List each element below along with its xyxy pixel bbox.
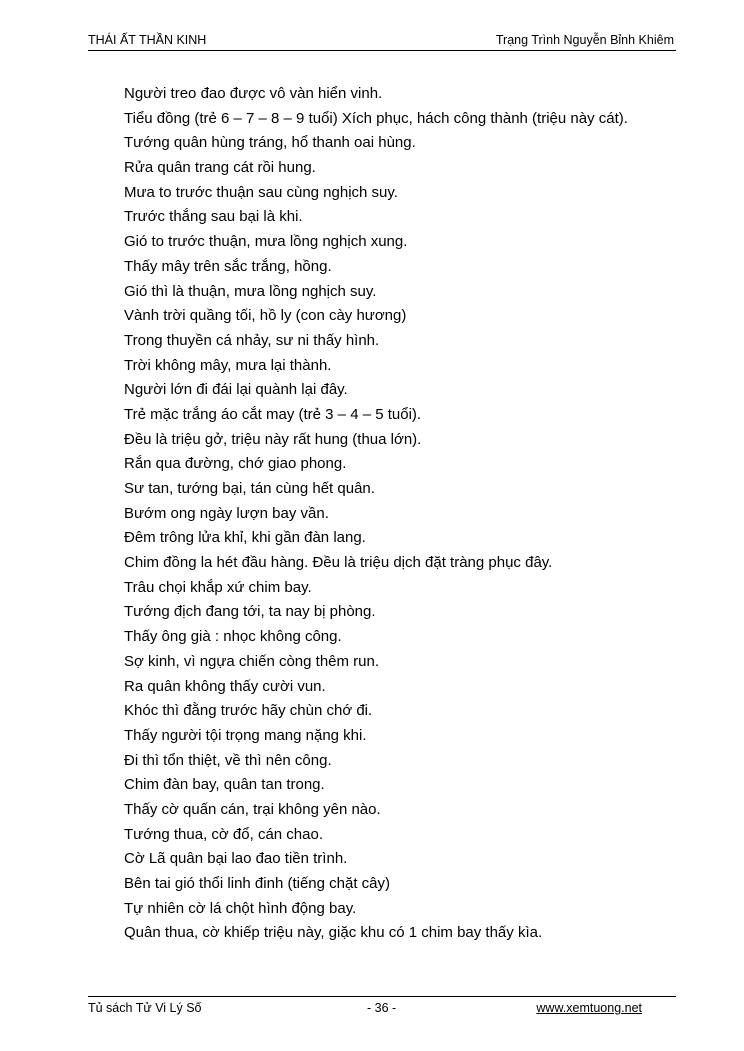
- text-line: Trâu chọi khắp xứ chim bay.: [124, 578, 312, 596]
- header-author: Trạng Trình Nguyễn Bỉnh Khiêm: [495, 33, 674, 47]
- text-line: Gió to trước thuận, mưa lồng nghịch xung.: [124, 233, 408, 251]
- text-line: Người lớn đi đái lại quành lại đây.: [124, 381, 348, 399]
- text-line: Tướng địch đang tới, ta nay bị phòng.: [124, 603, 376, 621]
- text-line: Tiểu đồng (trẻ 6 – 7 – 8 – 9 tuổi) Xích phục, hách công thành (triệu này cát).: [124, 109, 628, 127]
- text-line: Sợ kinh, vì ngựa chiến còng thêm run.: [124, 652, 380, 670]
- text-line: Đêm trông lửa khỉ, khi gần đàn lang.: [124, 529, 366, 547]
- page-number: - 36 -: [367, 1001, 397, 1015]
- page-footer: [88, 996, 676, 1021]
- text-line: Chim đồng la hét đầu hàng. Đều là triệu dịch đặt tràng phục đây.: [124, 554, 553, 572]
- text-line: Đều là triệu gở, triệu này rất hung (thua lớn).: [124, 430, 422, 448]
- text-line: Trong thuyền cá nhảy, sư ni thấy hình.: [124, 331, 380, 349]
- text-line: Mưa to trước thuận sau cùng nghịch suy.: [124, 183, 398, 201]
- text-line: Cờ Lã quân bại lao đao tiền trình.: [124, 850, 348, 868]
- text-line: Chim đàn bay, quân tan trong.: [124, 776, 325, 794]
- page-header: [88, 30, 676, 51]
- text-line: Đi thì tổn thiệt, về thì nên công.: [124, 751, 332, 769]
- text-line: Người treo đao được vô vàn hiển vinh.: [124, 85, 383, 102]
- text-line: Trời không mây, mưa lại thành.: [124, 356, 332, 374]
- text-line: Quân thua, cờ khiếp triệu này, giặc khu có 1 chim bay thấy kìa.: [124, 924, 543, 942]
- text-line: Ra quân không thấy cười vun.: [124, 677, 326, 695]
- text-line: Gió thì là thuận, mưa lồng nghịch suy.: [124, 282, 377, 300]
- text-line: Bên tai gió thổi linh đinh (tiếng chặt cây): [124, 875, 390, 892]
- footer-library-name: Tủ sách Tử Vi Lý Số: [88, 1001, 202, 1015]
- text-line: Rửa quân trang cát rồi hung.: [124, 159, 316, 177]
- text-line: Khóc thì đằng trước hãy chùn chớ đi.: [124, 702, 373, 720]
- text-line: Trước thắng sau bại là khi.: [124, 208, 303, 226]
- text-line: Bướm ong ngày lượn bay vần.: [124, 504, 329, 522]
- text-line: Vành trời quầng tối, hồ ly (con cày hương): [124, 307, 407, 325]
- text-line: Trẻ mặc trắng áo cắt may (trẻ 3 – 4 – 5 tuổi).: [124, 405, 422, 423]
- text-line: Rắn qua đường, chớ giao phong.: [124, 455, 347, 473]
- text-line: Thấy người tội trọng mang nặng khi.: [124, 726, 367, 744]
- text-line: Tướng quân hùng tráng, hổ thanh oai hùng.: [124, 134, 416, 152]
- header-book-title: THÁI ẤT THẦN KINH: [88, 33, 207, 47]
- text-line: Thấy cờ quấn cán, trại không yên nào.: [124, 800, 381, 818]
- body-text: [124, 82, 684, 946]
- text-line: Thấy ông già : nhọc không công.: [124, 628, 342, 646]
- text-line: Tự nhiên cờ lá chột hình động bay.: [124, 899, 357, 917]
- text-line: Sư tan, tướng bại, tán cùng hết quân.: [124, 480, 375, 497]
- text-line: Thấy mây trên sắc trắng, hồng.: [124, 257, 332, 275]
- website-link[interactable]: www.xemtuong.net: [536, 1001, 642, 1015]
- text-line: Tướng thua, cờ đổ, cán chao.: [124, 825, 323, 843]
